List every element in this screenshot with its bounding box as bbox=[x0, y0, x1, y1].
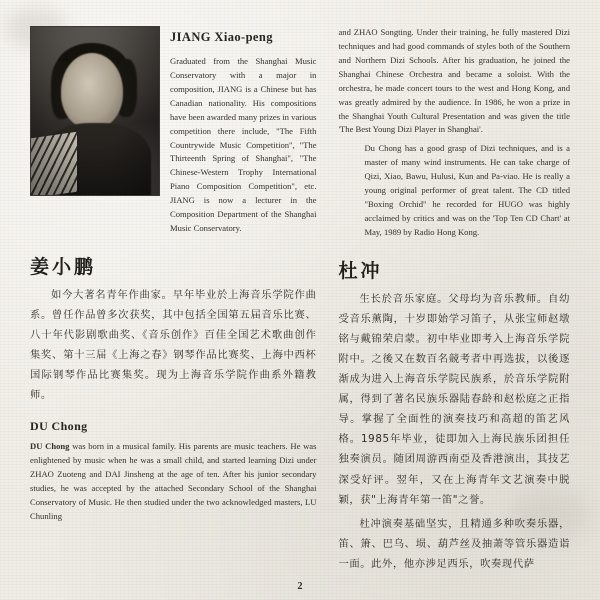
portrait-photo bbox=[30, 26, 160, 196]
lead-name: DU Chong bbox=[30, 441, 70, 452]
artist-name-chinese: 姜小鹏 bbox=[30, 255, 97, 278]
paragraph: 生长於音乐家庭。父母均为音乐教师。自幼受音乐薰陶，十岁即始学习笛子，从张宝师赵墩铭与戴锦荣启蒙。初中毕业即考入上海音乐学院附中。之後又在数百名競考者中再选拔，以後逐渐成为进入上海音乐学院民族系，於音乐学院附属，得到了著名民族乐器陆春龄和赵松庭之正指导。掌握了全面性的演奏技巧和高超的笛艺风格。1985年毕业，徒即加入上海民族乐团担任独奏演员。随团周游西南亞及香港演出，其技艺深受好评。翌年，又在上海青年文艺演奏中脱颖，获"上海青年第一笛"之誉。 bbox=[338, 292, 570, 506]
artist-name-english: JIANG Xiao-peng bbox=[170, 30, 273, 44]
biography-continuation: and ZHAO Songting. Under their training, he fully mastered Dizi techniques and had good commands of styles both of the Southern and Northern Dizi Schools. After his graduation, he joined the Shanghai Chinese Orchestra and became a soloist. With the orchestra, he made concert tours to the west and Hong Kong, and was greatly admired by the audience. In 1986, he won a prize in the Shanghai Youth Cultural Presentation and was given the title 'The Best Young Dizi Player in Shanghai'. bbox=[338, 27, 570, 135]
right-column bbox=[338, 26, 570, 576]
artist-biography-chinese bbox=[30, 285, 316, 405]
photo-vignette bbox=[31, 27, 159, 195]
artist-intro-block bbox=[30, 26, 316, 236]
two-column-layout bbox=[30, 26, 570, 576]
second-artist-biography-english bbox=[30, 440, 316, 524]
paragraph: 杜冲演奏基础坚实，且精通多种吹奏乐器，笛、箫、巴乌、埙、葫芦丝及抽萧等管乐器造诣一面。此外，他亦涉足西乐，吹奏现代萨 bbox=[338, 517, 570, 570]
second-artist-name-chinese: 杜冲 bbox=[338, 259, 383, 282]
second-artist-name-english: DU Chong bbox=[30, 419, 88, 434]
page-number: 2 bbox=[297, 581, 303, 592]
paragraph: 如今大著名青年作曲家。早年毕业於上海音乐学院作曲系。曾任作品曾多次获奖，其中包括全国第五届音乐比赛、八十年代影剧歌曲奖、《音乐创作》百佳全国艺术歌曲创作集奖、第十三届《上海之春》钢琴作品比赛奖、上海中西杯国际钢琴作品比赛集奖。现为上海音乐学院作曲系外籍教师。 bbox=[30, 288, 317, 402]
artist-biography-english: Graduated from the Shanghai Music Conservatory with a major in composition, JIANG is a Chinese but has Canadian nationality. His compositions have been awarded many prizes in various competition there include, "The Fifth Countrywide Music Competition", "The Thirteenth Spring of Shanghai", "The Chinese-Western Trophy International Piano Composition Competition", etc. JIANG is now a lecturer in the Composition Department of the Shanghai Music Conservatory. bbox=[170, 56, 317, 234]
second-artist-biography-chinese bbox=[338, 289, 570, 574]
bio-text: was born in a musical family. His parents are music teachers. He was enlightened by music when he was a small child, and started learning Dizi under ZHAO Zuoteng and DAI Jinsheng at the age of ten. After his junior secondary studies, he was accepted by the attached Secondary School of the Shanghai Conservatory of Music. He then studied under the two acknowledged masters, LU Chunling bbox=[30, 441, 317, 522]
left-column bbox=[30, 26, 316, 576]
biography-indented-paragraph: Du Chong has a good grasp of Dizi techniques, and is a master of many wind instruments. He can take charge of Qizi, Xiao, Bawu, Hulusi, Kun and Pa-viao. He is really a young original performer of great talent. The CD titled "Boxing Orchid" he recorded for HUGO was highly acclaimed by critics and was on the 'Top Ten CD Chart' at May, 1989 by Radio Hong Kong. bbox=[364, 143, 570, 237]
